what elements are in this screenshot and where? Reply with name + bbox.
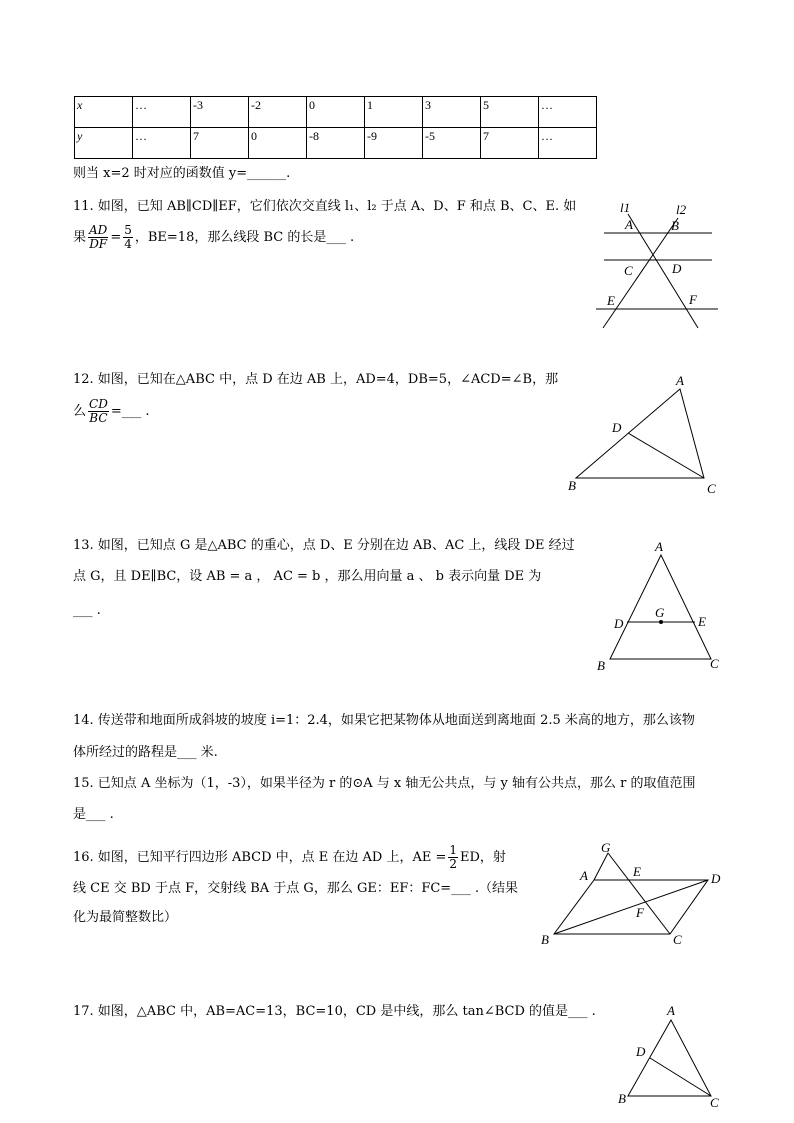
label-A: A (655, 539, 663, 554)
text: 16. 如图，已知平行四边形 ABCD 中，点 E 在边 AD 上，AE = (73, 850, 447, 865)
label-E: E (633, 864, 641, 879)
label-D: D (636, 1044, 646, 1059)
question-13-line3: ___ . (73, 603, 101, 618)
label-C: C (707, 481, 716, 496)
numerator: 5 (124, 223, 132, 237)
text: ，BE=18，那么线段 BC 的长是___ . (134, 230, 355, 245)
label-G: G (655, 605, 665, 620)
table-cell: -8 (307, 128, 365, 159)
label-E: E (698, 614, 706, 629)
numerator: CD (89, 397, 108, 411)
label-B: B (597, 658, 605, 673)
question-13-line1: 13. 如图，已知点 G 是△ABC 的重心，点 D、E 分别在边 AB、AC 上，线段 DE 经过 (73, 538, 575, 553)
table-cell: 5 (481, 97, 539, 128)
table-cell: -3 (191, 97, 249, 128)
label-B: B (568, 478, 576, 493)
label-D: D (672, 261, 682, 276)
label-D: D (612, 420, 622, 435)
question-14-line1: 14. 传送带和地面所成斜坡的坡度 i=1：2.4，如果它把某物体从地面送到离地面 2.5 米高的地方，那么该物 (73, 713, 695, 728)
text: 么 (73, 404, 87, 419)
table-cell: x (75, 97, 133, 128)
label-A: A (625, 217, 633, 232)
table-cell: … (539, 128, 597, 159)
table-cell: 0 (307, 97, 365, 128)
label-G: G (601, 840, 611, 855)
numerator: AD (89, 223, 108, 237)
table-cell: 3 (423, 97, 481, 128)
question-15-line2: 是___ . (73, 807, 114, 822)
table-cell: … (539, 97, 597, 128)
question-12-line1: 12. 如图，已知在△ABC 中，点 D 在边 AB 上，AD=4，DB=5，∠ACD=∠B，那 (73, 372, 559, 387)
table-cell: -2 (249, 97, 307, 128)
label-F: F (689, 292, 697, 307)
table-cell: y (75, 128, 133, 159)
text: 果 (73, 230, 87, 245)
label-F: F (636, 905, 644, 920)
label-A: A (580, 868, 588, 883)
text: ED，射 (460, 850, 506, 865)
question-13-line2: 点 G，且 DE∥BC，设 AB = a ， AC = b ，那么用向量 a 、 b 表示向量 DE 为 (73, 569, 542, 584)
label-E: E (607, 293, 615, 308)
denominator: BC (89, 411, 108, 425)
label-C: C (710, 1095, 719, 1110)
label-l1: l1 (620, 200, 631, 215)
equals: = (110, 230, 122, 245)
numerator: 1 (449, 843, 457, 857)
label-D: D (711, 871, 721, 886)
question-10-tail: 则当 x=2 时对应的函数值 y=______. (73, 166, 291, 181)
denominator: DF (89, 237, 108, 251)
question-11-line1: 11. 如图，已知 AB∥CD∥EF，它们依次交直线 l₁、l₂ 于点 A、D、F 和点 B、C、E. 如 (73, 199, 577, 214)
question-16-line3: 化为最简整数比） (73, 910, 178, 925)
table-cell: … (133, 97, 191, 128)
label-C: C (624, 263, 633, 278)
table-cell: 1 (365, 97, 423, 128)
table-cell: -5 (423, 128, 481, 159)
label-B: B (671, 218, 679, 233)
question-15-line1: 15. 已知点 A 坐标为（1，-3），如果半径为 r 的⊙A 与 x 轴无公共点，与 y 轴有公共点，那么 r 的取值范围 (73, 776, 696, 791)
label-B: B (618, 1091, 626, 1106)
question-14-line2: 体所经过的路程是___ 米. (73, 745, 218, 760)
label-l2: l2 (676, 202, 687, 217)
question-16-line2: 线 CE 交 BD 于点 F，交射线 BA 于点 G，那么 GE：EF：FC=___ .（结果 (73, 881, 518, 896)
table-cell: 7 (481, 128, 539, 159)
denominator: 4 (124, 237, 132, 251)
denominator: 2 (449, 857, 457, 871)
question-17-line1: 17. 如图，△ABC 中，AB=AC=13，BC=10，CD 是中线，那么 tan∠BCD 的值是___ . (73, 1004, 596, 1019)
table-cell: -9 (365, 128, 423, 159)
label-A: A (676, 373, 684, 388)
label-A: A (667, 1003, 675, 1018)
text: =___ . (110, 404, 150, 419)
label-B: B (541, 932, 549, 947)
table-cell: … (133, 128, 191, 159)
table-cell: 0 (249, 128, 307, 159)
label-C: C (673, 932, 682, 947)
table-cell: 7 (191, 128, 249, 159)
label-D: D (614, 616, 624, 631)
label-C: C (710, 656, 719, 671)
